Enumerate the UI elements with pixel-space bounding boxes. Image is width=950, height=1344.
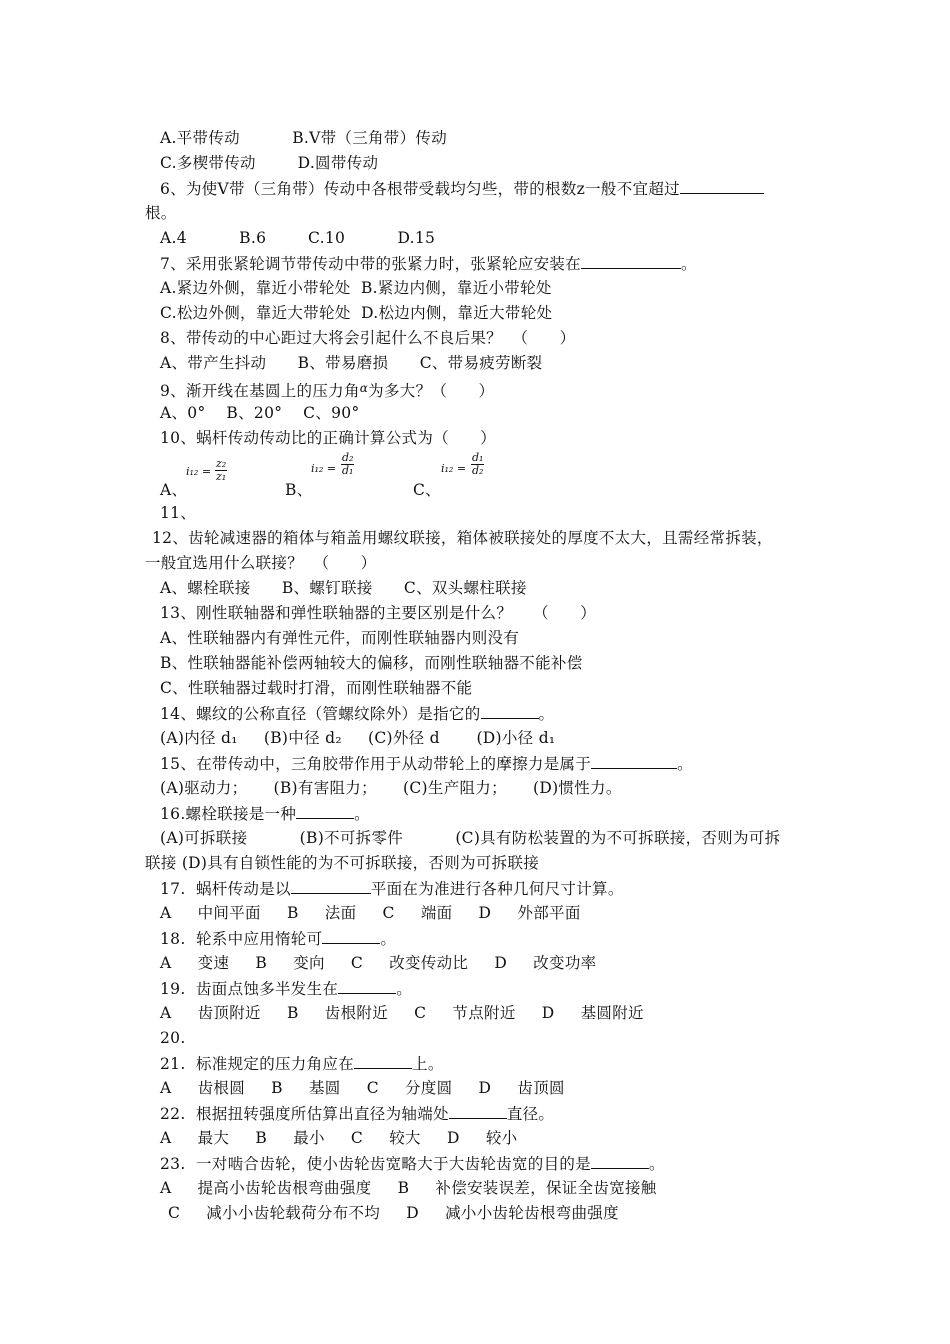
q13-option-c: C、性联轴器过载时打滑，而刚性联轴器不能 xyxy=(160,679,473,697)
q14-answer-blank xyxy=(481,703,539,719)
q21-options: A 齿根圆 B 基圆 C 分度圆 D 齿顶圆 xyxy=(160,1079,565,1097)
q15-text-end: 。 xyxy=(677,755,693,773)
q19-question xyxy=(160,978,412,999)
q18-answer-blank xyxy=(322,928,380,944)
q5-options-cd: C.多楔带传动 D.圆带传动 xyxy=(160,154,379,172)
q10-option-b-label: B、 xyxy=(285,481,313,499)
q15-question xyxy=(160,753,693,774)
q13-option-b: B、性联轴器能补偿两轴较大的偏移，而刚性联轴器不能补偿 xyxy=(160,654,583,672)
q17-question xyxy=(160,878,624,899)
q19-answer-blank xyxy=(338,978,396,994)
q22-text: 22. 根据扭转强度所估算出直径为轴端处 xyxy=(160,1105,449,1123)
q10-formula-b-lhs: i₁₂ = xyxy=(311,462,337,475)
q10-formula-b-num: d₂ xyxy=(342,451,354,464)
q22-answer-blank xyxy=(449,1103,507,1119)
q22-question xyxy=(160,1103,554,1124)
q12-question: 12、齿轮减速器的箱体与箱盖用螺纹联接，箱体被联接处的厚度不太大，且需经常拆装， xyxy=(152,529,773,547)
q18-text-end: 。 xyxy=(380,930,397,948)
q10-option-a-label: A、 xyxy=(160,481,188,499)
q8-options: A、带产生抖动 B、带易磨损 C、带易疲劳断裂 xyxy=(160,354,543,372)
q12-question-cont: 一般宜选用什么联接？ （ ） xyxy=(145,554,377,572)
q14-text-end: 。 xyxy=(538,705,555,723)
q14-options: (A)内径 d₁ (B)中径 d₂ (C)外径 d (D)小径 d₁ xyxy=(160,729,556,747)
q10-option-c-label: C、 xyxy=(413,481,441,499)
q15-options: (A)驱动力； (B)有害阻力； (C)生产阻力； (D)惯性力。 xyxy=(160,779,622,797)
q10-formula-b-den: d₁ xyxy=(342,464,354,477)
q9-text-end: 为多大？（ ） xyxy=(368,382,495,400)
q21-answer-blank xyxy=(354,1053,412,1069)
q19-options: A 齿顶附近 B 齿根附近 C 节点附近 D 基圆附近 xyxy=(160,1004,644,1022)
q7-options-ab: A.紧边外侧，靠近小带轮处 B.紧边内侧，靠近小带轮处 xyxy=(160,279,552,297)
q10-formula-c-lhs: i₁₂ = xyxy=(441,462,467,475)
q23-text-end: 。 xyxy=(649,1155,665,1173)
q10-formula-a-fraction xyxy=(215,458,227,483)
q19-text: 19. 齿面点蚀多半发生在 xyxy=(160,980,339,998)
q10-formula-a-lhs: i₁₂ = xyxy=(186,465,212,478)
q21-question xyxy=(160,1053,444,1074)
q14-text: 14、螺纹的公称直径（管螺纹除外）是指它的 xyxy=(160,705,481,723)
q10-formula-a-num: z₂ xyxy=(216,457,227,470)
q21-text-end: 上。 xyxy=(412,1055,444,1073)
q16-options-cont: 联接 (D)具有自锁性能的为不可拆联接，否则为可拆联接 xyxy=(145,854,540,872)
q23-options-ab: A 提高小齿轮齿根弯曲强度 B 补偿安装误差，保证全齿宽接触 xyxy=(160,1179,657,1197)
q9-options: A、0° B、20° C、90° xyxy=(160,404,360,422)
q6-options: A.4 B.6 C.10 D.15 xyxy=(160,229,436,247)
q7-question xyxy=(160,253,697,274)
q17-text-end: 平面在为准进行各种几何尺寸计算。 xyxy=(370,880,624,898)
q15-answer-blank xyxy=(591,753,677,769)
q23-question xyxy=(160,1153,665,1174)
q21-text: 21. 标准规定的压力角应在 xyxy=(160,1055,355,1073)
q5-options-ab: A.平带传动 B.V带（三角带）传动 xyxy=(160,129,448,147)
q13-question: 13、刚性联轴器和弹性联轴器的主要区别是什么？ （ ） xyxy=(160,604,596,622)
q18-text: 18. 轮系中应用惰轮可 xyxy=(160,930,323,948)
q16-options: (A)可拆联接 (B)不可拆零件 (C)具有防松装置的为不可拆联接，否则为可拆 xyxy=(160,829,781,847)
q6-text: 6、为使V带（三角带）传动中各根带受载均匀些，带的根数z一般不宜超过 xyxy=(160,180,680,198)
q9-text: 9、渐开线在基圆上的压力角 xyxy=(160,382,360,400)
q18-question xyxy=(160,928,396,949)
q16-question xyxy=(160,803,370,824)
q23-answer-blank xyxy=(591,1153,649,1169)
q10-formula-c-num: d₁ xyxy=(472,451,484,464)
q16-text-end: 。 xyxy=(354,805,370,823)
q15-text: 15、在带传动中，三角胶带作用于从动带轮上的摩擦力是属于 xyxy=(160,755,592,773)
q14-question xyxy=(160,703,554,724)
q23-options-cd: C 减小小齿轮载荷分布不均 D 减小小齿轮齿根弯曲强度 xyxy=(168,1204,619,1222)
q6-answer-blank xyxy=(680,178,764,194)
q7-text-end: 。 xyxy=(680,255,697,273)
q10-formula-b-fraction xyxy=(341,452,354,477)
alpha-symbol: α xyxy=(359,381,369,395)
q9-question xyxy=(160,378,494,401)
q16-answer-blank xyxy=(296,803,354,819)
q17-options: A 中间平面 B 法面 C 端面 D 外部平面 xyxy=(160,904,581,922)
q10-formula-a-den: z₁ xyxy=(216,470,227,483)
q18-options: A 变速 B 变向 C 改变传动比 D 改变功率 xyxy=(160,954,597,972)
q20-question: 20. xyxy=(160,1029,186,1047)
q13-option-a: A、性联轴器内有弹性元件，而刚性联轴器内则没有 xyxy=(160,629,520,647)
q10-question: 10、蜗杆传动传动比的正确计算公式为（ ） xyxy=(160,429,497,447)
q11-question: 11、 xyxy=(160,504,197,522)
q17-answer-blank xyxy=(291,878,371,894)
q10-formula-c-fraction xyxy=(471,452,484,477)
q17-text: 17. 蜗杆传动是以 xyxy=(160,880,291,898)
q12-options: A、螺栓联接 B、螺钉联接 C、双头螺柱联接 xyxy=(160,579,527,597)
q22-options: A 最大 B 最小 C 较大 D 较小 xyxy=(160,1129,518,1147)
q10-formula-c-den: d₂ xyxy=(472,464,484,477)
q22-text-end: 直径。 xyxy=(506,1105,555,1123)
q8-question: 8、带传动的中心距过大将会引起什么不良后果？ （ ） xyxy=(160,329,576,347)
q7-answer-blank xyxy=(581,253,681,269)
q19-text-end: 。 xyxy=(396,980,413,998)
q7-text: 7、采用张紧轮调节带传动中带的张紧力时，张紧轮应安装在 xyxy=(160,255,581,273)
q16-text: 16.螺栓联接是一种 xyxy=(160,805,297,823)
q23-text: 23. 一对啮合齿轮，使小齿轮齿宽略大于大齿轮齿宽的目的是 xyxy=(160,1155,592,1173)
q6-question xyxy=(160,178,764,199)
q6-question-cont: 根。 xyxy=(145,204,177,222)
q7-options-cd: C.松边外侧，靠近大带轮处 D.松边内侧，靠近大带轮处 xyxy=(160,304,553,322)
